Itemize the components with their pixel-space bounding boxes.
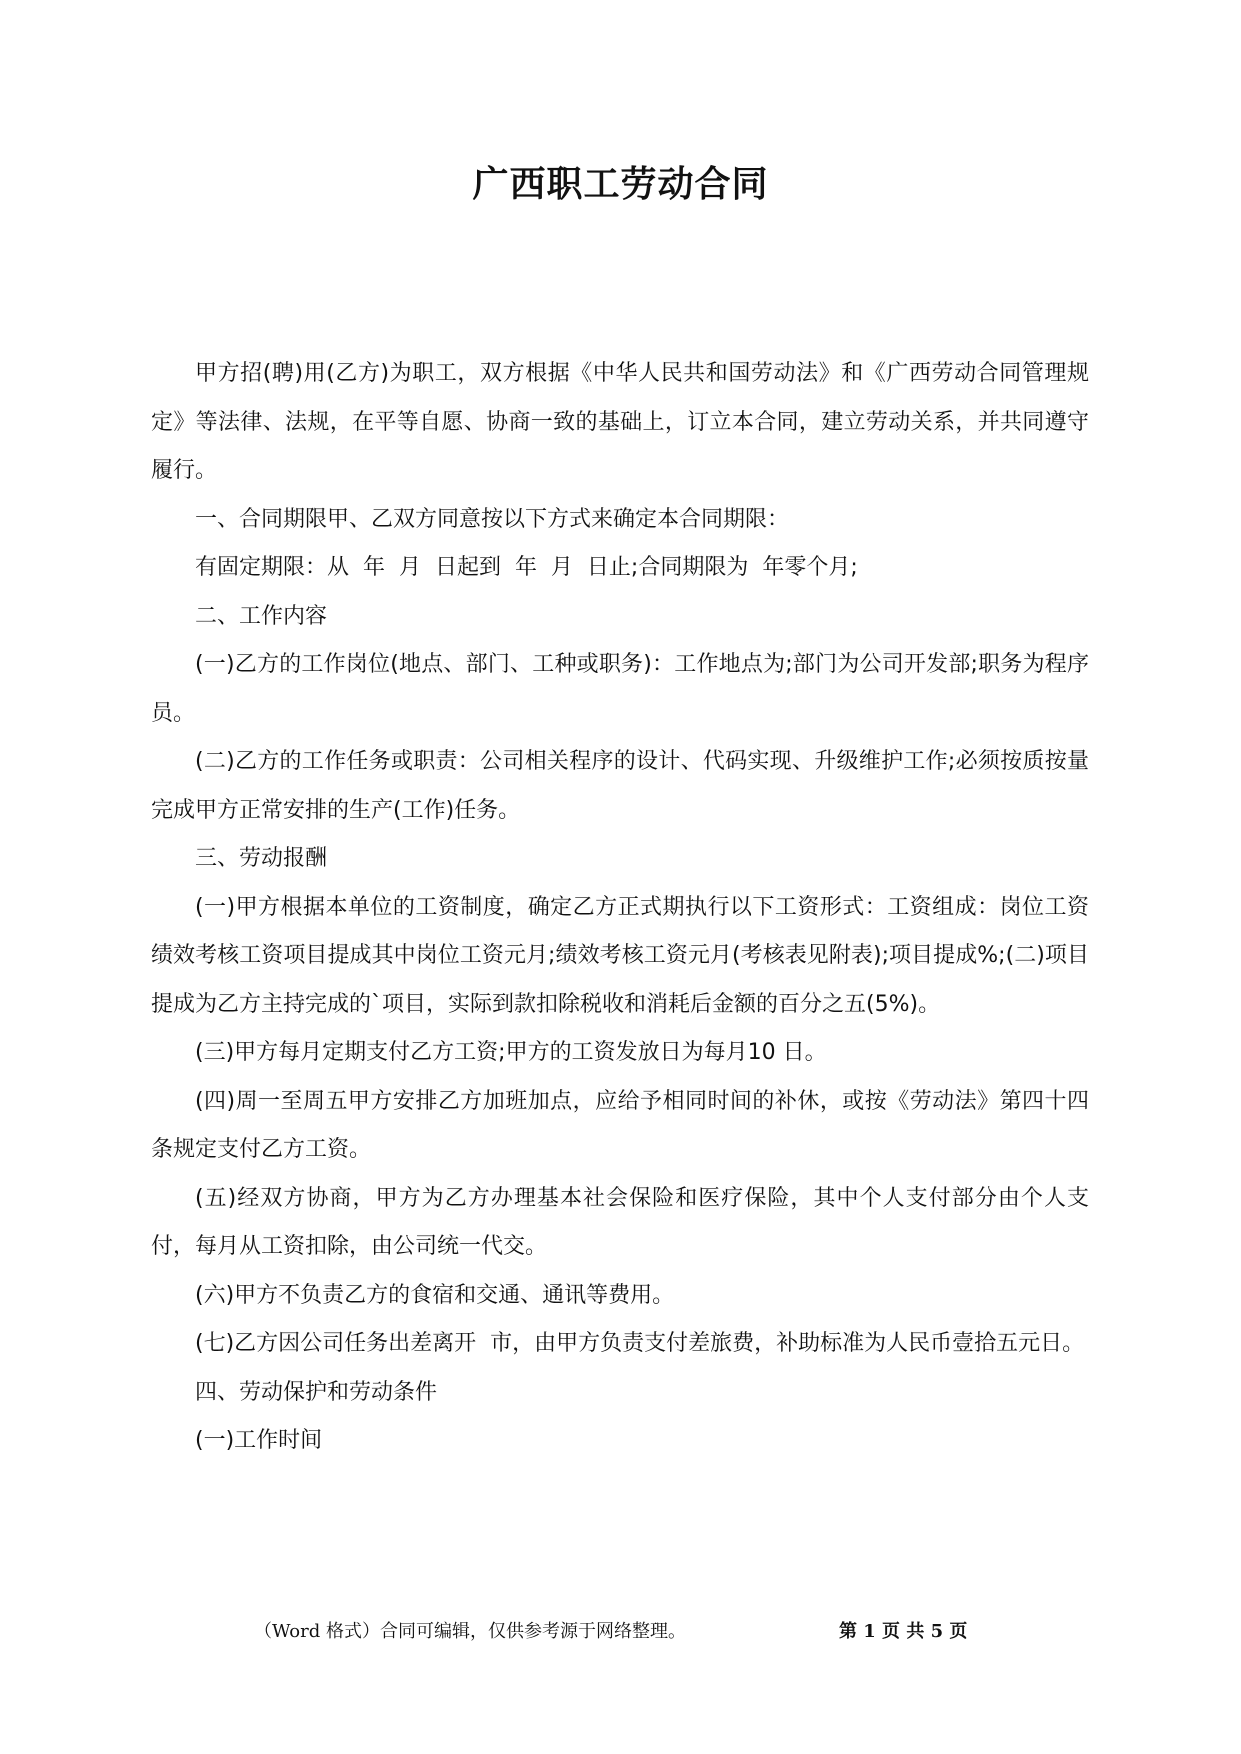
paragraph-pay-day: (三)甲方每月定期支付乙方工资;甲方的工资发放日为每月10 日。 [195,1040,827,1065]
paragraph-section-1-term: 一、合同期限甲、乙双方同意按以下方式来确定本合同期限： [195,506,790,532]
paragraph-fixed-term: 有固定期限：从 年 月 日起到 年 月 日止;合同期限为 年零个月; [195,555,858,580]
paragraph-job-duties: (二)乙方的工作任务或职责：公司相关程序的设计、代码实现、升级维护工作;必须按质按量完成甲方正常安排的生产(工作)任务。 [151,749,1089,823]
paragraph-expenses: (六)甲方不负责乙方的食宿和交通、通讯等费用。 [195,1282,675,1308]
document-title: 广西职工劳动合同 [472,164,769,205]
paragraph-travel-allowance: (七)乙方因公司任务出差离开 市，由甲方负责支付差旅费，补助标准为人民币壹拾五元日。 [195,1331,1085,1356]
paragraph-job-position: (一)乙方的工作岗位(地点、部门、工种或职务)：工作地点为;部门为公司开发部;职务为程序员。 [151,652,1089,726]
page-footer [0,1617,1241,1647]
paragraph-section-2-heading: 二、工作内容 [195,603,328,629]
footer-note: （Word 格式）合同可编辑，仅供参考源于网络整理。 [254,1621,686,1642]
paragraph-working-hours: (一)工作时间 [195,1428,323,1453]
paragraph-wage-structure: (一)甲方根据本单位的工资制度，确定乙方正式期执行以下工资形式：工资组成：岗位工资绩效考核工资项目提成其中岗位工资元月;绩效考核工资元月(考核表见附表);项目提成%;(二)项目提成为乙方主持完成的`项目，实际到款扣除税收和消耗后金额的百分之五(5%)。 [151,894,1089,1017]
paragraph-section-3-heading: 三、劳动报酬 [195,846,328,871]
document-body [151,350,1089,1466]
paragraph-insurance: (五)经双方协商，甲方为乙方办理基本社会保险和医疗保险，其中个人支付部分由个人支付，每月从工资扣除，由公司统一代交。 [151,1185,1089,1259]
paragraph-overtime: (四)周一至周五甲方安排乙方加班加点，应给予相同时间的补休，或按《劳动法》第四十四条规定支付乙方工资。 [151,1088,1089,1162]
paragraph-preamble: 甲方招(聘)用(乙方)为职工，双方根据《中华人民共和国劳动法》和《广西劳动合同管理规定》等法律、法规，在平等自愿、协商一致的基础上，订立本合同，建立劳动关系，并共同遵守履行。 [151,361,1089,483]
paragraph-section-4-heading: 四、劳动保护和劳动条件 [195,1379,438,1405]
page-number: 第 1 页 共 5 页 [839,1621,968,1642]
